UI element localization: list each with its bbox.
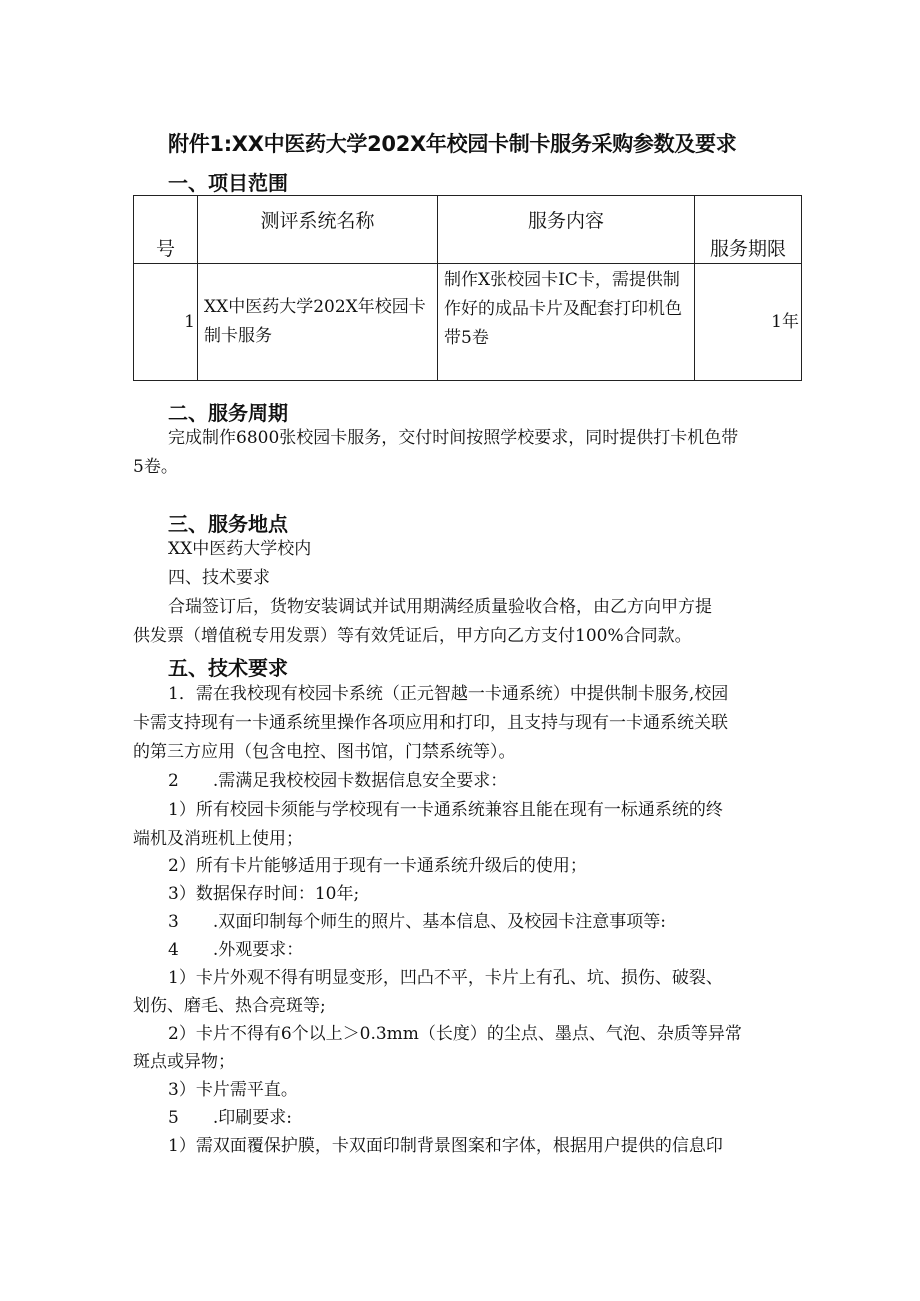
sub-heading: 四、技术要求 <box>168 568 270 588</box>
paragraph-line: 划伤、磨毛、热合亮斑等; <box>133 996 326 1016</box>
section-heading-scope: 一、项目范围 <box>168 171 288 195</box>
header-system-name: 测评系统名称 <box>198 196 438 264</box>
paragraph-line: 4 .外观要求： <box>168 940 304 960</box>
paragraph-line: 1）所有校园卡须能与学校现有一卡通系统兼容且能在现有一标通系统的终 <box>168 800 723 820</box>
header-service-content: 服务内容 <box>438 196 695 264</box>
paragraph-line: 供发票（增值税专用发票）等有效凭证后，甲方向乙方支付100%合同款。 <box>133 626 692 646</box>
scope-table <box>133 195 802 381</box>
cell-service-period: 1年 <box>695 264 802 381</box>
paragraph-line: 1．需在我校现有校园卡系统（正元智越一卡通系统）中提供制卡服务,校园 <box>168 684 729 704</box>
section-heading-tech: 五、技术要求 <box>168 656 288 680</box>
paragraph-line: 5 .印刷要求: <box>168 1108 292 1128</box>
paragraph-line: 3 .双面印制每个师生的照片、基本信息、及校园卡注意事项等: <box>168 912 666 932</box>
header-index: 号 <box>134 196 198 264</box>
header-service-period: 服务期限 <box>695 196 802 264</box>
section-heading-period: 二、服务周期 <box>168 401 288 425</box>
paragraph-line: 3）卡片需平直。 <box>168 1080 298 1100</box>
table-row <box>134 264 802 381</box>
location-text: XX中医药大学校内 <box>168 539 312 559</box>
cell-index: 1 <box>134 264 198 381</box>
paragraph-line: 1）卡片外观不得有明显变形，凹凸不平，卡片上有孔、坑、损伤、破裂、 <box>168 968 723 988</box>
paragraph-line: 2）所有卡片能够适用于现有一卡通系统升级后的使用； <box>168 856 587 876</box>
paragraph-line: 5卷。 <box>133 457 178 477</box>
section-heading-location: 三、服务地点 <box>168 512 288 536</box>
paragraph-line: 1）需双面覆保护膜，卡双面印制背景图案和字体，根据用户提供的信息印 <box>168 1136 723 1156</box>
paragraph-line: 3）数据保存时间：10年; <box>168 884 360 904</box>
paragraph-line: 2 .需满足我校校园卡数据信息安全要求： <box>168 771 508 791</box>
paragraph-line: 2）卡片不得有6个以上＞0.3mm（长度）的尘点、墨点、气泡、杂质等异常 <box>168 1024 742 1044</box>
cell-system-name: XX中医药大学202X年校园卡制卡服务 <box>198 264 438 381</box>
paragraph-line: 斑点或异物； <box>133 1052 235 1072</box>
cell-service-content: 制作X张校园卡IC卡，需提供制作好的成品卡片及配套打印机色带5卷 <box>438 264 695 381</box>
paragraph-line: 卡需支持现有一卡通系统里操作各项应用和打印，且支持与现有一卡通系统关联 <box>133 713 728 733</box>
paragraph-line: 的第三方应用（包含电控、图书馆，门禁系统等）。 <box>133 742 516 762</box>
paragraph-line: 完成制作6800张校园卡服务，交付时间按照学校要求，同时提供打卡机色带 <box>168 428 739 448</box>
document-title: 附件1:XX中医药大学202X年校园卡制卡服务采购参数及要求 <box>168 132 737 156</box>
paragraph-line: 合瑞签订后，货物安装调试并试用期满经质量验收合格，由乙方向甲方提 <box>168 597 712 617</box>
table-header-row <box>134 196 802 264</box>
paragraph-line: 端机及消班机上使用； <box>133 829 303 849</box>
